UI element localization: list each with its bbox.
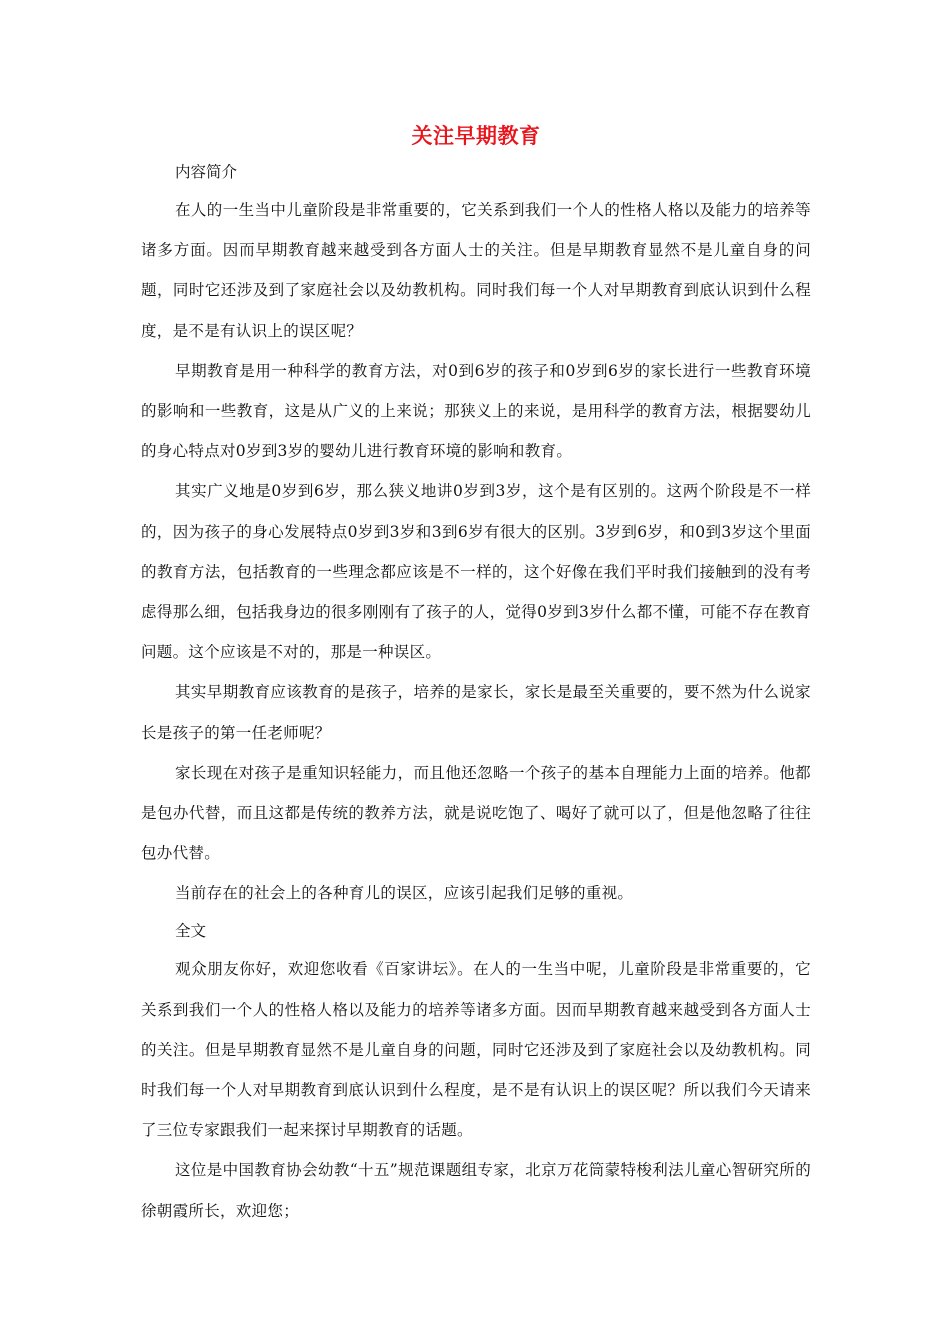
summary-paragraph: 当前存在的社会上的各种育儿的误区，应该引起我们足够的重视。 bbox=[175, 884, 634, 903]
summary-heading: 内容简介 bbox=[175, 163, 238, 181]
fulltext-paragraph: 这位是中国教育协会幼教“十五”规范课题组专家，北京万花筒蒙特梭利法儿童心智研究所的徐朝霞所长，欢迎您； bbox=[141, 1161, 811, 1220]
summary-paragraph: 其实早期教育应该教育的是孩子，培养的是家长，家长是最至关重要的，要不然为什么说家长是孩子的第一任老师呢？ bbox=[141, 683, 811, 742]
summary-paragraph: 早期教育是用一种科学的教育方法，对0到6岁的孩子和0岁到6岁的家长进行一些教育环境的影响和一些教育，这是从广义的上来说；那狭义上的来说，是用科学的教育方法，根据婴幼儿的身心特点对0岁到3岁的婴幼儿进行教育环境的影响和教育。 bbox=[141, 361, 811, 461]
fulltext-heading: 全文 bbox=[175, 922, 207, 941]
summary-paragraph: 家长现在对孩子是重知识轻能力，而且他还忽略一个孩子的基本自理能力上面的培养。他都是包办代替，而且这都是传统的教养方法，就是说吃饱了、喝好了就可以了，但是他忽略了往往包办代替。 bbox=[141, 763, 811, 863]
summary-paragraph: 其实广义地是0岁到6岁，那么狭义地讲0岁到3岁，这个是有区别的。这两个阶段是不一样的，因为孩子的身心发展特点0岁到3岁和3到6岁有很大的区别。3岁到6岁，和0到3岁这个里面的教育方法，包括教育的一些理念都应该是不一样的，这个好像在我们平时我们接触到的没有考虑得那么细，包括我身边的很多刚刚有了孩子的人，觉得0岁到3岁什么都不懂，可能不存在教育问题。这个应该是不对的，那是一种误区。 bbox=[141, 482, 811, 662]
summary-paragraph: 在人的一生当中儿童阶段是非常重要的，它关系到我们一个人的性格人格以及能力的培养等诸多方面。因而早期教育越来越受到各方面人士的关注。但是早期教育显然不是儿童自身的问题，同时它还涉及到了家庭社会以及幼教机构。同时我们每一个人对早期教育到底认识到什么程度，是不是有认识上的误区呢？ bbox=[141, 201, 811, 340]
document-title: 关注早期教育 bbox=[411, 123, 541, 148]
fulltext-paragraph: 观众朋友你好，欢迎您收看《百家讲坛》。在人的一生当中呢，儿童阶段是非常重要的，它关系到我们一个人的性格人格以及能力的培养等诸多方面。因而早期教育越来越受到各方面人士的关注。但是早期教育显然不是儿童自身的问题，同时它还涉及到了家庭社会以及幼教机构。同时我们每一个人对早期教育到底认识到什么程度，是不是有认识上的误区呢？所以我们今天请来了三位专家跟我们一起来探讨早期教育的话题。 bbox=[141, 960, 811, 1140]
document-body bbox=[141, 118, 811, 1231]
